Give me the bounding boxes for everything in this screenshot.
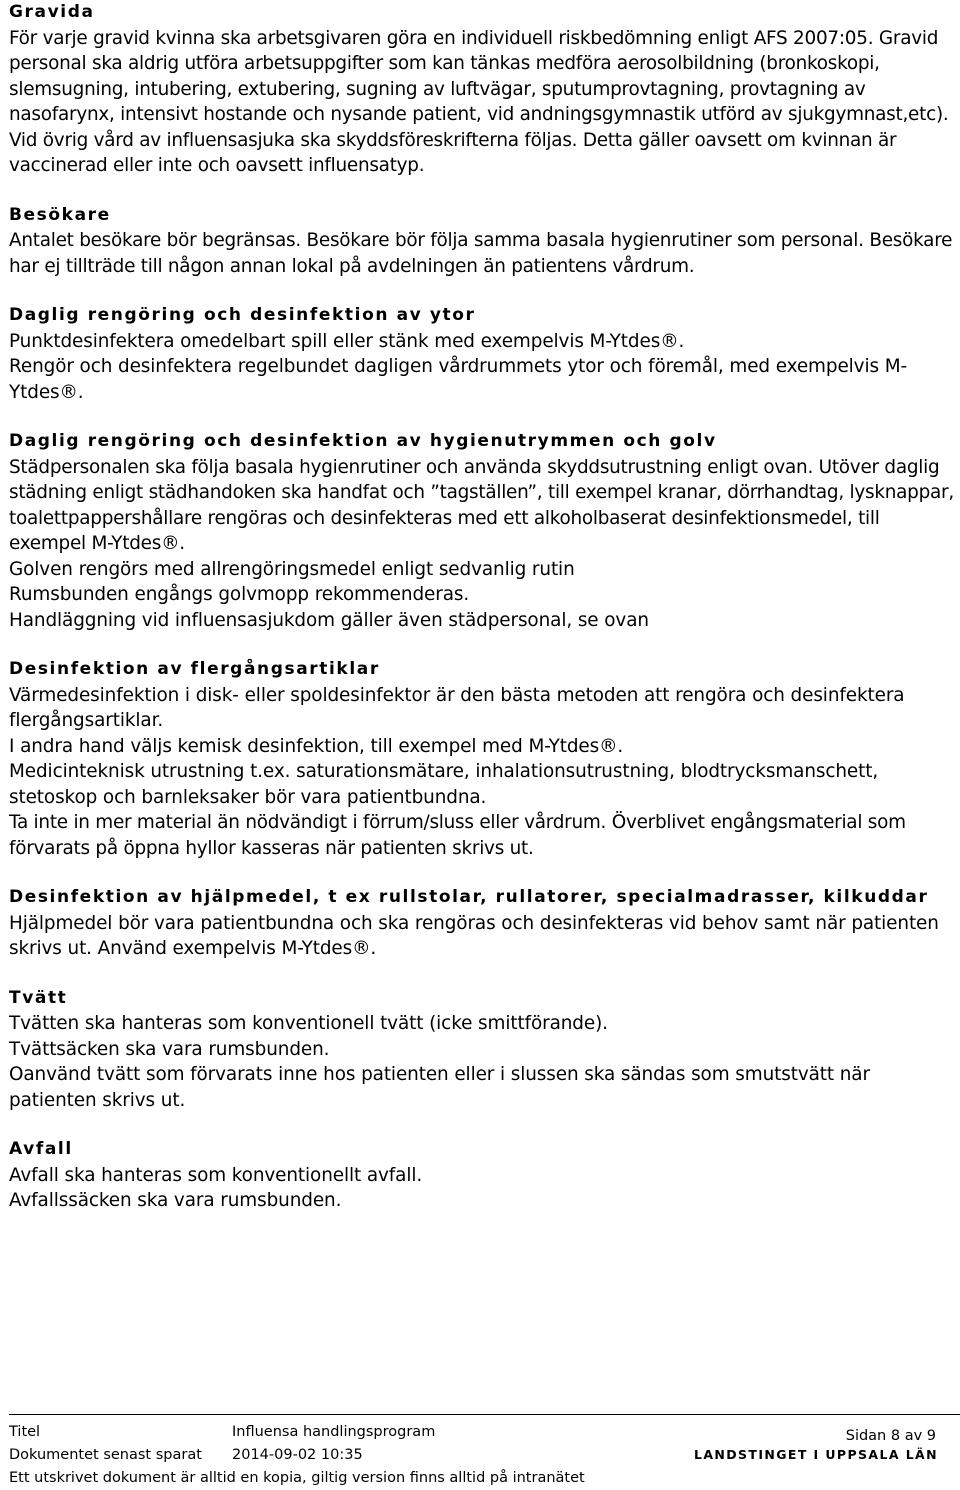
section-paragraph: Avfallssäcken ska vara rumsbunden. [9,1190,342,1211]
section-paragraph: Oanvänd tvätt som förvarats inne hos patienten eller i slussen ska sändas som smutstvätt när patienten skrivs ut. [9,1064,870,1111]
section-avfall [9,1137,954,1214]
section-paragraph: Handläggning vid influensasjukdom gäller även städpersonal, se ovan [9,609,649,631]
section-paragraph: Antalet besökare bör begränsas. Besökare bör följa samma basala hygienrutiner som personal. Besökare har ej tillträde till någon annan lokal på avdelningen än patientens vårdrum. [9,230,953,277]
section-paragraph: Hjälpmedel bör vara patientbundna och ska rengöras och desinfekteras vid behov samt när patienten skrivs ut. Använd exempelvis M-Ytdes®. [9,912,939,959]
section-paragraph: Medicinteknisk utrustning t.ex. saturationsmätare, inhalationsutrustning, blodtrycksmanschett, stetoskop och barnleksaker bör vara patientbundna. [9,761,879,808]
section-heading: Desinfektion av flergångsartiklar [9,659,380,679]
section-flergangsartiklar [9,657,954,861]
section-paragraph: I andra hand väljs kemisk desinfektion, till exempel med M-Ytdes®. [9,735,624,757]
section-heading: Desinfektion av hjälpmedel, t ex rullstolar, rullatorer, specialmadrasser, kilkuddar [9,887,929,907]
document-body [9,0,954,1239]
section-heading: Daglig rengöring och desinfektion av hygienutrymmen och golv [9,431,717,451]
section-tvatt [9,986,954,1114]
footer-title-value: Influensa handlingsprogram [232,1424,436,1440]
footer-saved-label: Dokumentet senast sparat [9,1447,202,1463]
footer-copy-note: Ett utskrivet dokument är alltid en kopia, giltig version finns alltid på intranätet [9,1470,585,1486]
section-paragraph: Tvätten ska hanteras som konventionell tvätt (icke smittförande). [9,1013,608,1034]
section-heading: Besökare [9,204,111,225]
section-paragraph: Punktdesinfektera omedelbart spill eller stänk med exempelvis M-Ytdes®. [9,330,685,352]
footer-organization: LANDSTINGET I UPPSALA LÄN [693,1447,938,1462]
section-heading: Avfall [9,1139,73,1159]
section-paragraph: För varje gravid kvinna ska arbetsgivaren göra en individuell riskbedömning enligt AFS 2007:05. Gravid personal ska aldrig utföra arbetsuppgifter som kan tänkas medföra aerosolbildning (bronkoskopi, slemsugning, intubering, extubering, sugning av luftvägar, sputumprovtagning, provtagning av nasofarynx, intensivt hostande och nysande patient, vid andningsgymnastik utförd av sjukgymnast,etc). Vid övrig vård av influensasjuka ska skyddsföreskrifterna följas. Detta gäller oavsett om kvinnan är vaccinerad eller inte och oavsett influensatyp. [9,27,949,176]
footer-saved-value: 2014-09-02 10:35 [232,1447,363,1463]
section-paragraph: Värmedesinfektion i disk- eller spoldesinfektor är den bästa metoden att rengöra och desinfektera flergångsartiklar. [9,684,905,731]
section-hygienutrymmen [9,429,954,633]
section-heading: Gravida [9,2,95,22]
section-paragraph: Rumsbunden engångs golvmopp rekommenderas. [9,584,470,605]
section-gravida [9,0,954,179]
section-paragraph: Golven rengörs med allrengöringsmedel enligt sedvanlig rutin [9,558,575,580]
page-footer [9,1414,960,1490]
section-heading: Tvätt [9,987,68,1008]
footer-page-number: Sidan 8 av 9 [845,1428,936,1444]
section-besokare [9,203,954,280]
section-paragraph: Avfall ska hanteras som konventionellt avfall. [9,1164,423,1186]
section-hjalpmedel [9,885,954,962]
section-paragraph: Ta inte in mer material än nödvändigt i förrum/sluss eller vårdrum. Överblivet engångsmaterial som förvarats på öppna hyllor kasseras när patienten skrivs ut. [9,812,906,859]
section-paragraph: Städpersonalen ska följa basala hygienrutiner och använda skyddsutrustning enligt ovan. Utöver daglig städning enligt städhandoken ska handfat och ”tagställen”, till exempel kranar, dörrhandtag, lysknappar, toalettpappershållare rengöras och desinfekteras med ett alkoholbaserat desinfektionsmedel, till exempel M-Ytdes®. [9,456,954,554]
footer-title-label: Titel [9,1424,41,1440]
section-heading: Daglig rengöring och desinfektion av ytor [9,305,476,325]
section-paragraph: Rengör och desinfektera regelbundet dagligen vårdrummets ytor och föremål, med exempelvis M-Ytdes®. [9,356,907,403]
section-paragraph: Tvättsäcken ska vara rumsbunden. [9,1038,330,1060]
section-ytor [9,303,954,405]
